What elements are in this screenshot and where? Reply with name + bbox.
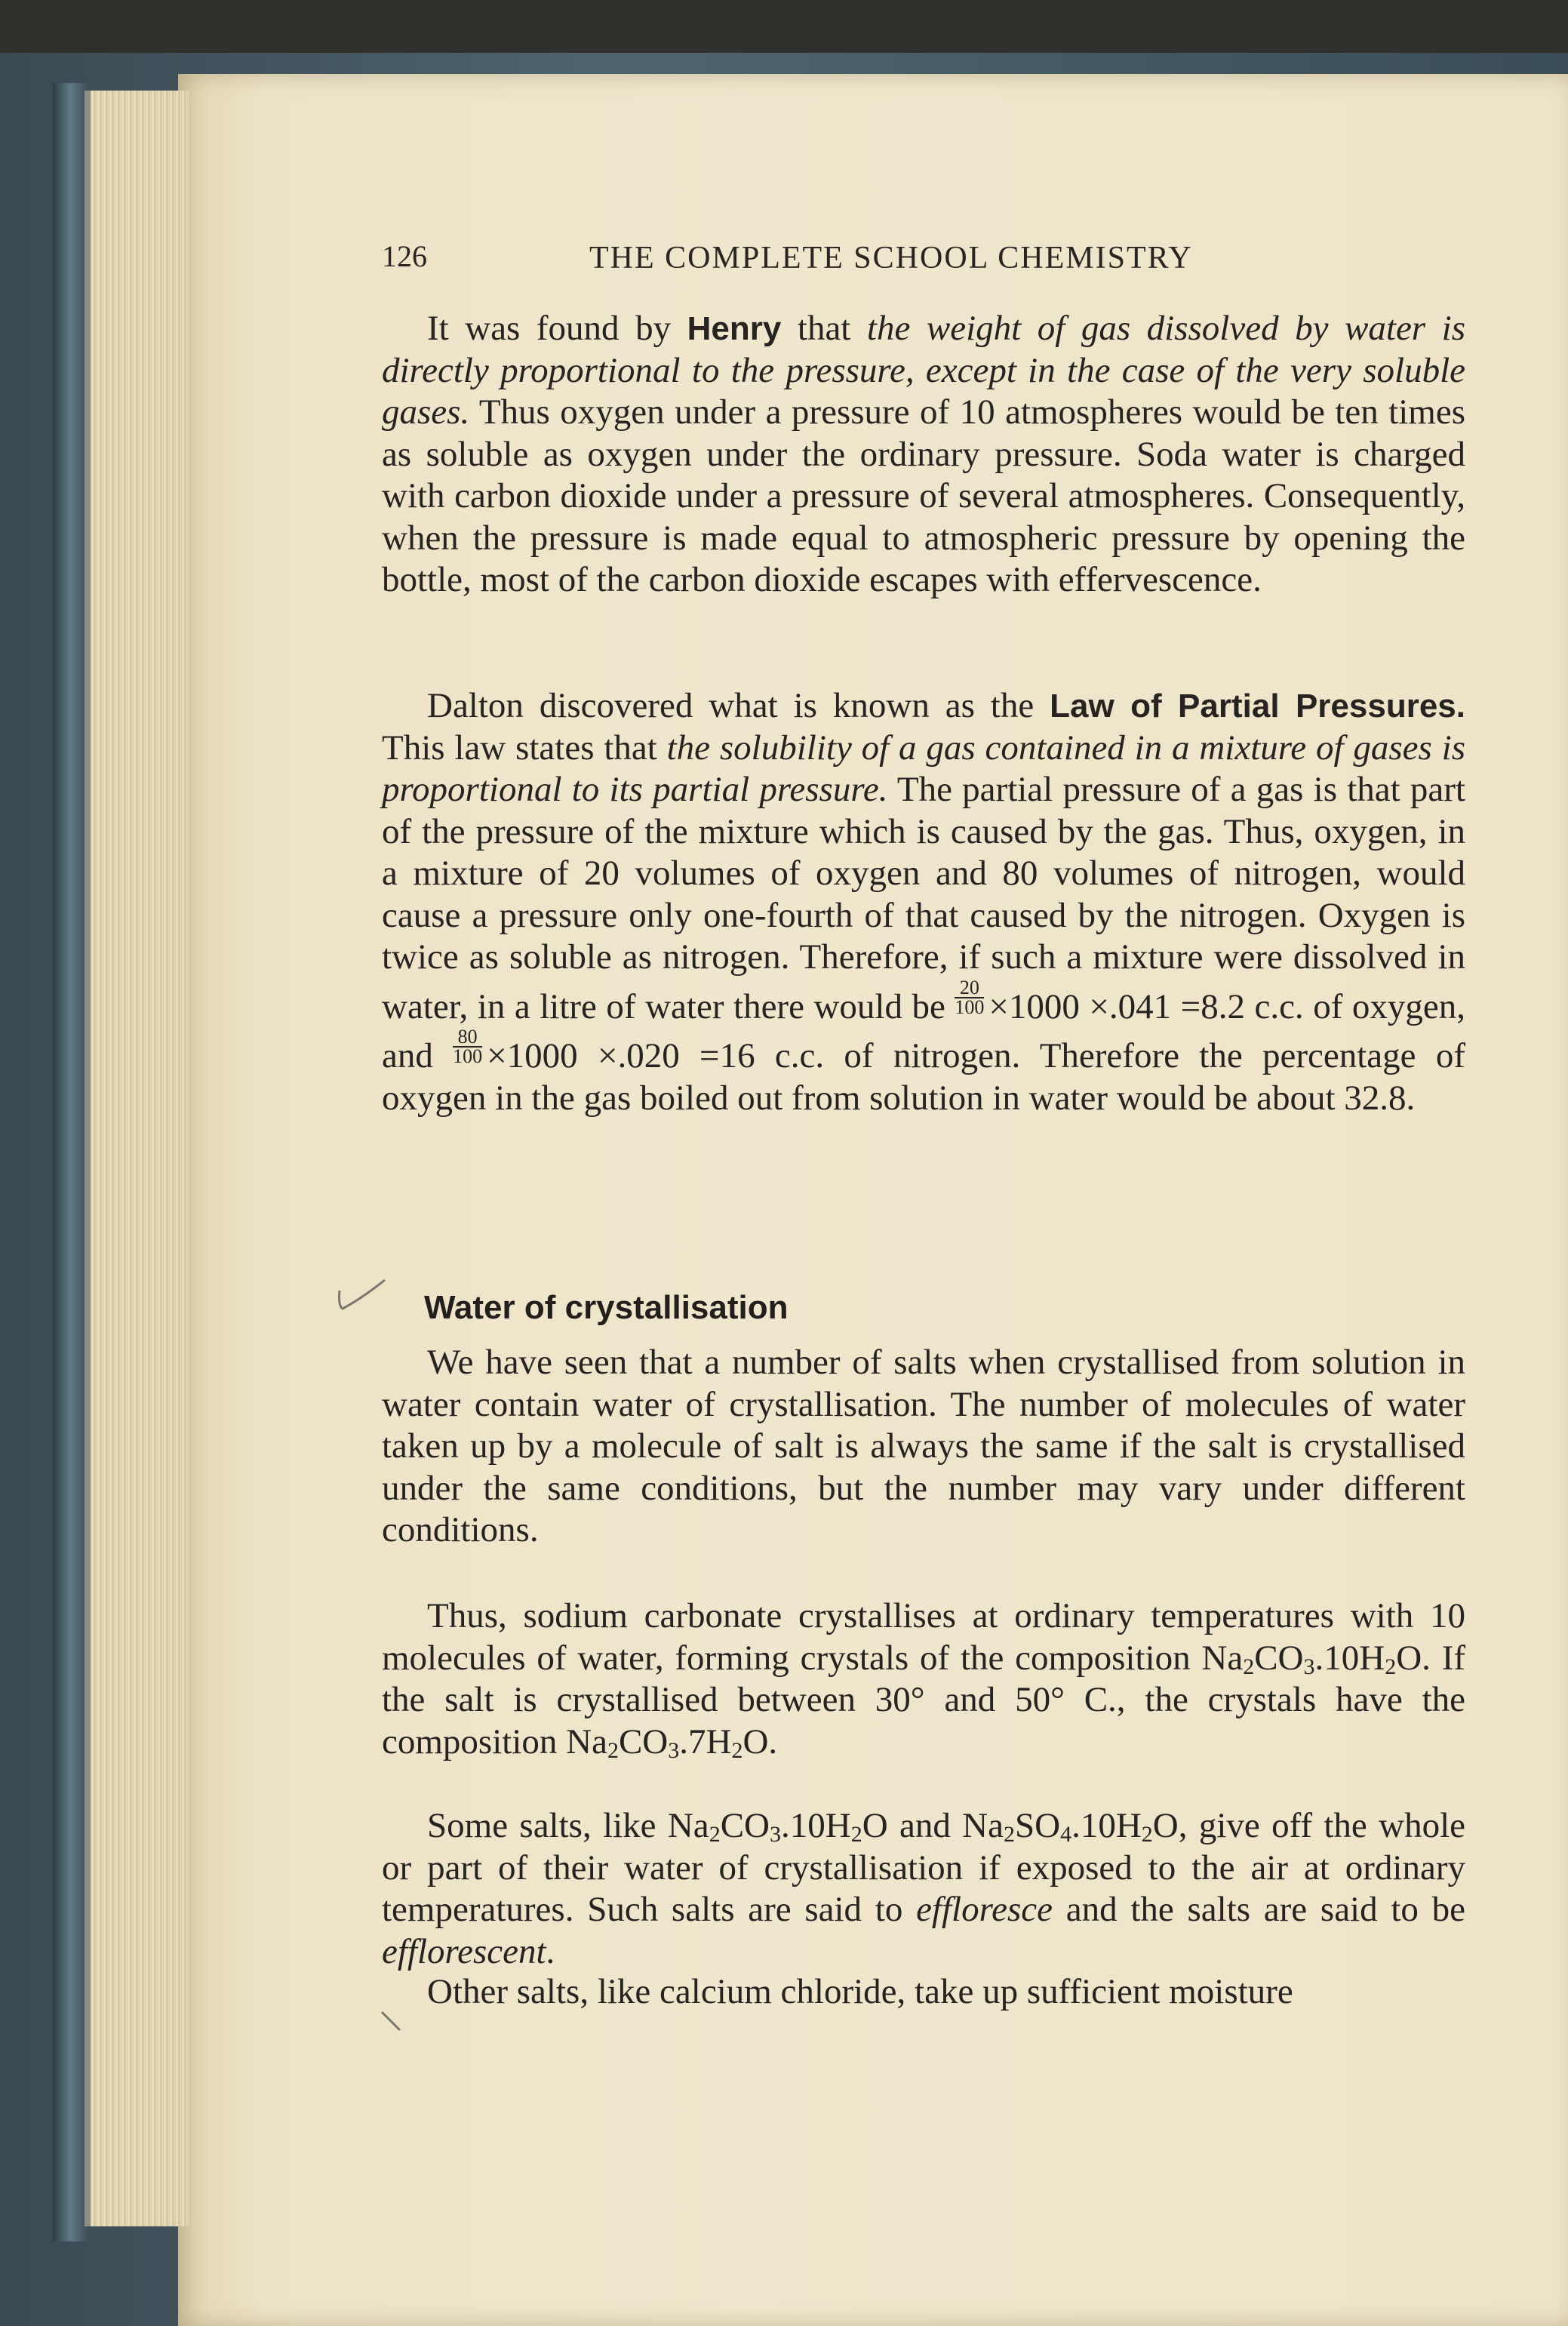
text-run: and the salts are said to be bbox=[1053, 1890, 1465, 1929]
text-run: It was found by bbox=[427, 309, 687, 348]
subscript: 2 bbox=[1003, 1822, 1015, 1847]
text-run: O. bbox=[742, 1721, 778, 1761]
section-heading: Water of crystallisation bbox=[424, 1289, 789, 1326]
page-edges bbox=[85, 91, 189, 2226]
henry-name: Henry bbox=[687, 310, 782, 347]
text-run: ×1000 ×.041 =8.2 c.c. of oxygen, and bbox=[382, 986, 1465, 1075]
pencil-check-mark bbox=[332, 1275, 392, 1321]
pencil-tick bbox=[377, 2008, 407, 2038]
text-run: ×1000 ×.020 =16 c.c. of nitrogen. Therefore the percentage of oxygen in the gas boiled out from solution in water would be about 32.8. bbox=[382, 1036, 1465, 1118]
subscript: 2 bbox=[850, 1822, 862, 1847]
text-run: Thus, sodium carbonate crystallises at ordinary temperatures with 10 molecules of water, forming crystals of the composition Na bbox=[382, 1596, 1465, 1678]
text-run: Some salts, like Na bbox=[427, 1806, 709, 1845]
running-head bbox=[382, 238, 1272, 284]
water-paragraph-4: Other salts, like calcium chloride, take up sufficient moisture bbox=[427, 1972, 1293, 2011]
text-run: CO bbox=[618, 1721, 669, 1761]
subscript: 3 bbox=[668, 1737, 680, 1763]
henry-paragraph bbox=[382, 308, 1465, 601]
text-run: that bbox=[781, 309, 867, 348]
text-run: CO bbox=[1254, 1638, 1304, 1678]
fraction-denominator: 100 bbox=[453, 1045, 483, 1067]
subscript: 2 bbox=[709, 1822, 721, 1847]
book-cover-spine bbox=[53, 83, 88, 2241]
text-run: SO bbox=[1014, 1806, 1061, 1845]
dalton-paragraph bbox=[382, 685, 1465, 1119]
subscript: 2 bbox=[1385, 1654, 1397, 1679]
text-run: This law states that bbox=[382, 728, 667, 768]
subscript: 3 bbox=[769, 1822, 781, 1847]
law-of-partial-pressures: Law of Partial Pressures. bbox=[1050, 688, 1465, 725]
fraction-numerator: 80 bbox=[457, 1026, 478, 1048]
text-run: .7H bbox=[679, 1721, 732, 1761]
text-run: The partial pressure of a gas is that part of the pressure of the mixture which is caused by the gas. Thus, oxygen, in a mixture of 20 volumes of oxygen and 80 volumes of nitrogen, would cause a pressure only one-fourth of that caused by the nitrogen. Oxygen is twice as soluble as nitrogen. Therefore, if such a mixture were dissolved in water, in a litre of water there would be bbox=[382, 770, 1465, 1026]
water-paragraph-3 bbox=[382, 1805, 1465, 1973]
subscript: 2 bbox=[1243, 1654, 1255, 1679]
page-number: 126 bbox=[382, 239, 427, 273]
text-run: CO bbox=[720, 1806, 770, 1845]
dalton-law-statement: the solubility of a gas contained in a mixture of gases is proportional to its partial pressure. bbox=[382, 728, 1465, 809]
fraction bbox=[955, 976, 985, 1018]
fraction bbox=[453, 1028, 482, 1066]
text-run: O, give off the whole or part of their water of crystallisation if exposed to the air at ordinary temperatures. Such salts are said to bbox=[382, 1806, 1465, 1929]
text-run: . bbox=[546, 1931, 555, 1971]
text-run: Thus oxygen under a pressure of 10 atmospheres would be ten times as soluble as oxygen under the ordinary pressure. Soda water is charged with carbon dioxide under a pressure of several atmospheres. Consequently, when the pressure is made equal to atmospheric pressure by opening the bottle, most of the carbon dioxide escapes with effervescence. bbox=[382, 392, 1465, 599]
text-run: .10H bbox=[1314, 1638, 1385, 1678]
book-title: THE COMPLETE SCHOOL CHEMISTRY bbox=[589, 241, 1193, 275]
term-effloresce: effloresce bbox=[916, 1890, 1053, 1929]
text-run: O and Na bbox=[862, 1806, 1004, 1845]
fraction-numerator: 20 bbox=[959, 976, 979, 998]
text-run: Dalton discovered what is known as the bbox=[427, 686, 1050, 725]
subscript: 2 bbox=[607, 1737, 619, 1763]
term-efflorescent: efflorescent bbox=[382, 1931, 546, 1971]
text-run: O. If the salt is crystallised between 30° and 50° C., the crystals have the composition Na bbox=[382, 1638, 1465, 1761]
subscript: 4 bbox=[1060, 1822, 1072, 1847]
text-run: .10H bbox=[1071, 1806, 1142, 1845]
subscript: 3 bbox=[1303, 1654, 1315, 1679]
scan-background-edge bbox=[0, 0, 1568, 53]
fraction-denominator: 100 bbox=[955, 995, 985, 1018]
subscript: 2 bbox=[1141, 1822, 1153, 1847]
subscript: 2 bbox=[731, 1737, 743, 1763]
text-run: .10H bbox=[780, 1806, 851, 1845]
water-paragraph-2 bbox=[382, 1595, 1465, 1763]
henry-law-statement: the weight of gas dissolved by water is directly proportional to the pressure, except in the case of the very soluble gases. bbox=[382, 309, 1465, 432]
water-paragraph-1: We have seen that a number of salts when crystallised from solution in water contain water of crystallisation. The number of molecules of water taken up by a molecule of salt is always the same if the salt is crystallised under the same conditions, but the number may vary under different conditions. bbox=[382, 1343, 1465, 1549]
